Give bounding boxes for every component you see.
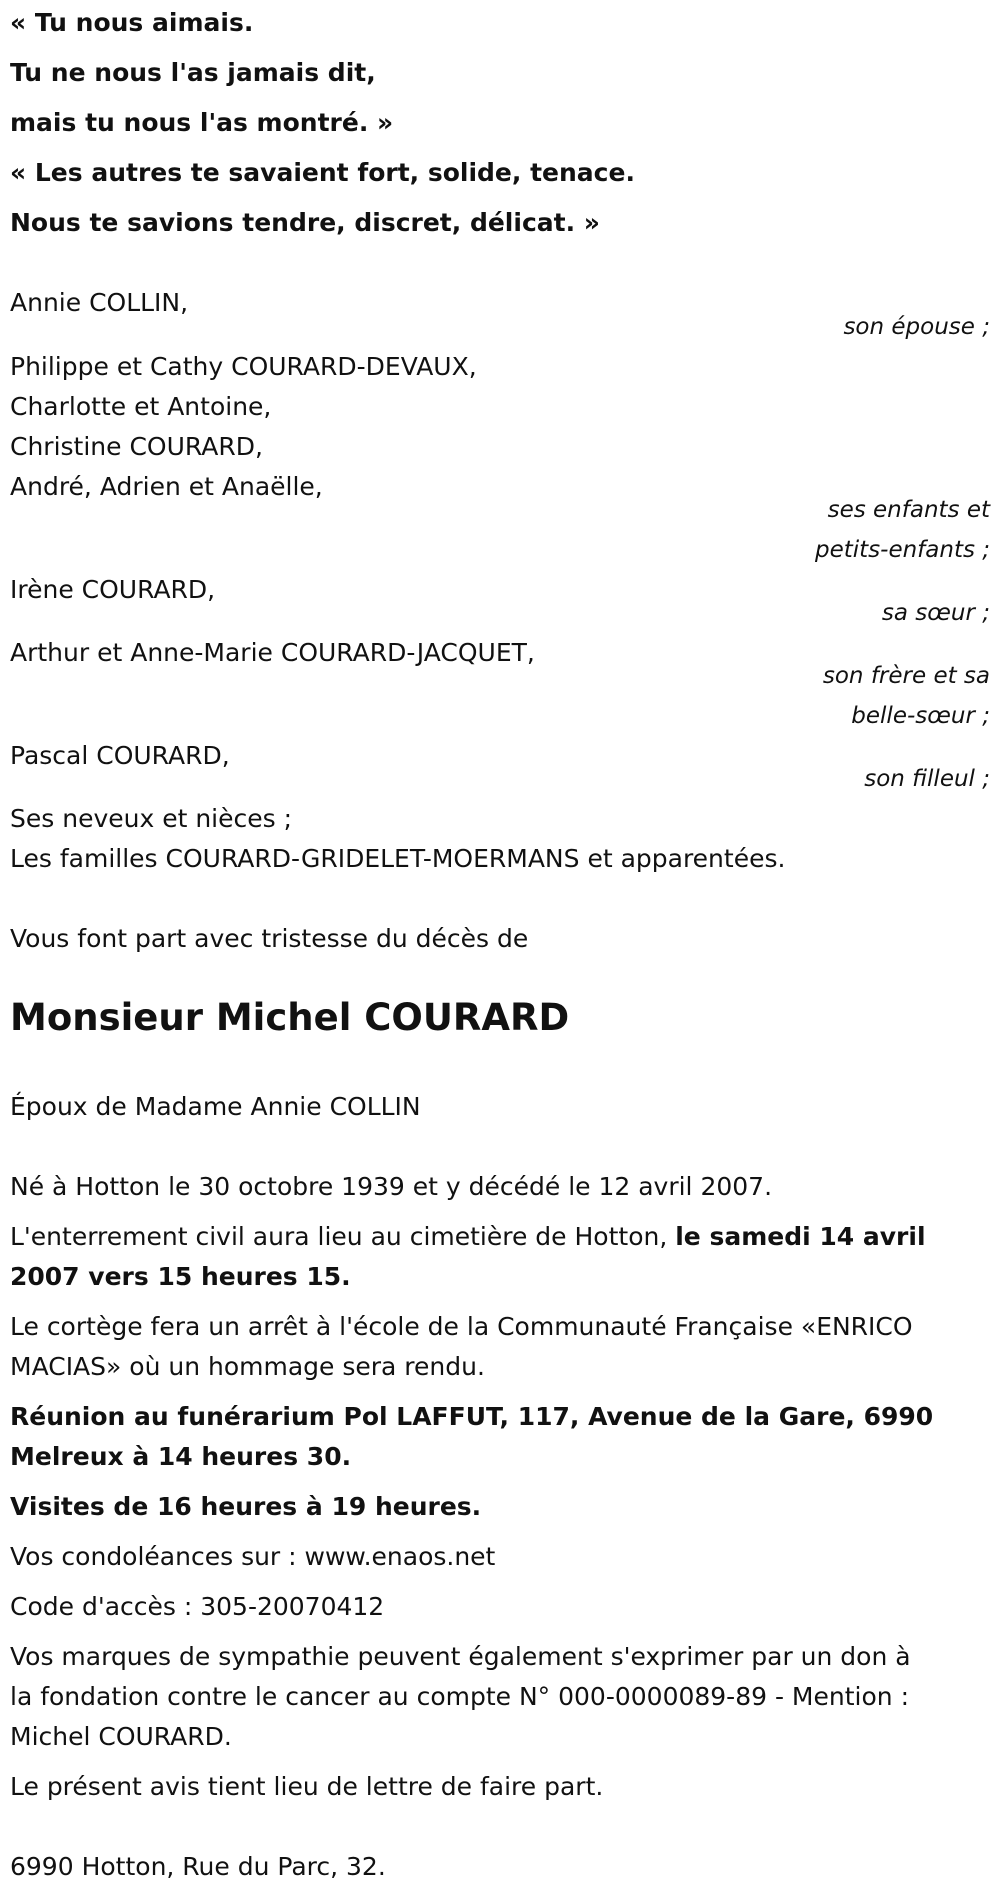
burial-line-1 [10, 1222, 926, 1251]
spouse-name: Annie COLLIN, [10, 288, 189, 317]
children-line-4: André, Adrien et Anaëlle, [10, 472, 323, 501]
children-relation-1: ses enfants et [827, 497, 990, 523]
burial-line-2: 2007 vers 15 heures 15. [10, 1262, 351, 1291]
godson-name: Pascal COURARD, [10, 741, 230, 770]
godson-relation: son filleul ; [864, 766, 990, 792]
sister-relation: sa sœur ; [881, 600, 990, 626]
birth-death: Né à Hotton le 30 octobre 1939 et y décédé le 12 avril 2007. [10, 1172, 773, 1201]
donation-line-3: Michel COURARD. [10, 1722, 232, 1751]
condolences-label: Vos condoléances sur : [10, 1542, 305, 1571]
deceased-spouse: Époux de Madame Annie COLLIN [10, 1092, 421, 1121]
quote-line-4: « Les autres te savaient fort, solide, tenace. [10, 158, 635, 187]
visits-line: Visites de 16 heures à 19 heures. [10, 1492, 482, 1521]
nephews-line: Ses neveux et nièces ; [10, 804, 293, 833]
brother-relation-1: son frère et sa [822, 663, 990, 689]
children-line-1: Philippe et Cathy COURARD-DEVAUX, [10, 352, 477, 381]
brother-relation-2: belle-sœur ; [851, 703, 990, 729]
announcement: Vous font part avec tristesse du décès de [10, 924, 529, 953]
cortege-line-1: Le cortège fera un arrêt à l'école de la Communauté Française «ENRICO [10, 1312, 913, 1341]
quote-line-3: mais tu nous l'as montré. » [10, 108, 394, 137]
donation-line-1: Vos marques de sympathie peuvent également s'exprimer par un don à [10, 1642, 911, 1671]
condolences-line [10, 1542, 495, 1571]
reunion-line-1: Réunion au funérarium Pol LAFFUT, 117, Avenue de la Gare, 6990 [10, 1402, 934, 1431]
quote-line-2: Tu ne nous l'as jamais dit, [10, 58, 376, 87]
children-relation-2: petits-enfants ; [814, 537, 990, 563]
reunion-line-2: Melreux à 14 heures 30. [10, 1442, 352, 1471]
spouse-relation: son épouse ; [843, 314, 990, 340]
donation-line-2: la fondation contre le cancer au compte N° 000-0000089-89 - Mention : [10, 1682, 909, 1711]
address-line: 6990 Hotton, Rue du Parc, 32. [10, 1852, 386, 1881]
cortege-line-2: MACIAS» où un hommage sera rendu. [10, 1352, 485, 1381]
sister-name: Irène COURARD, [10, 575, 216, 604]
condolences-link[interactable]: www.enaos.net [304, 1542, 496, 1571]
access-code: Code d'accès : 305-20070412 [10, 1592, 385, 1621]
families-line: Les familles COURARD-GRIDELET-MOERMANS et apparentées. [10, 844, 786, 873]
brother-name: Arthur et Anne-Marie COURARD-JACQUET, [10, 638, 535, 667]
burial-date: le samedi 14 avril [675, 1222, 926, 1251]
quote-line-5: Nous te savions tendre, discret, délicat. » [10, 208, 600, 237]
children-line-2: Charlotte et Antoine, [10, 392, 272, 421]
deceased-name: Monsieur Michel COURARD [10, 996, 570, 1039]
children-line-3: Christine COURARD, [10, 432, 263, 461]
notice-line: Le présent avis tient lieu de lettre de faire part. [10, 1772, 604, 1801]
quote-line-1: « Tu nous aimais. [10, 8, 254, 37]
burial-text: L'enterrement civil aura lieu au cimetière de Hotton, [10, 1222, 676, 1251]
